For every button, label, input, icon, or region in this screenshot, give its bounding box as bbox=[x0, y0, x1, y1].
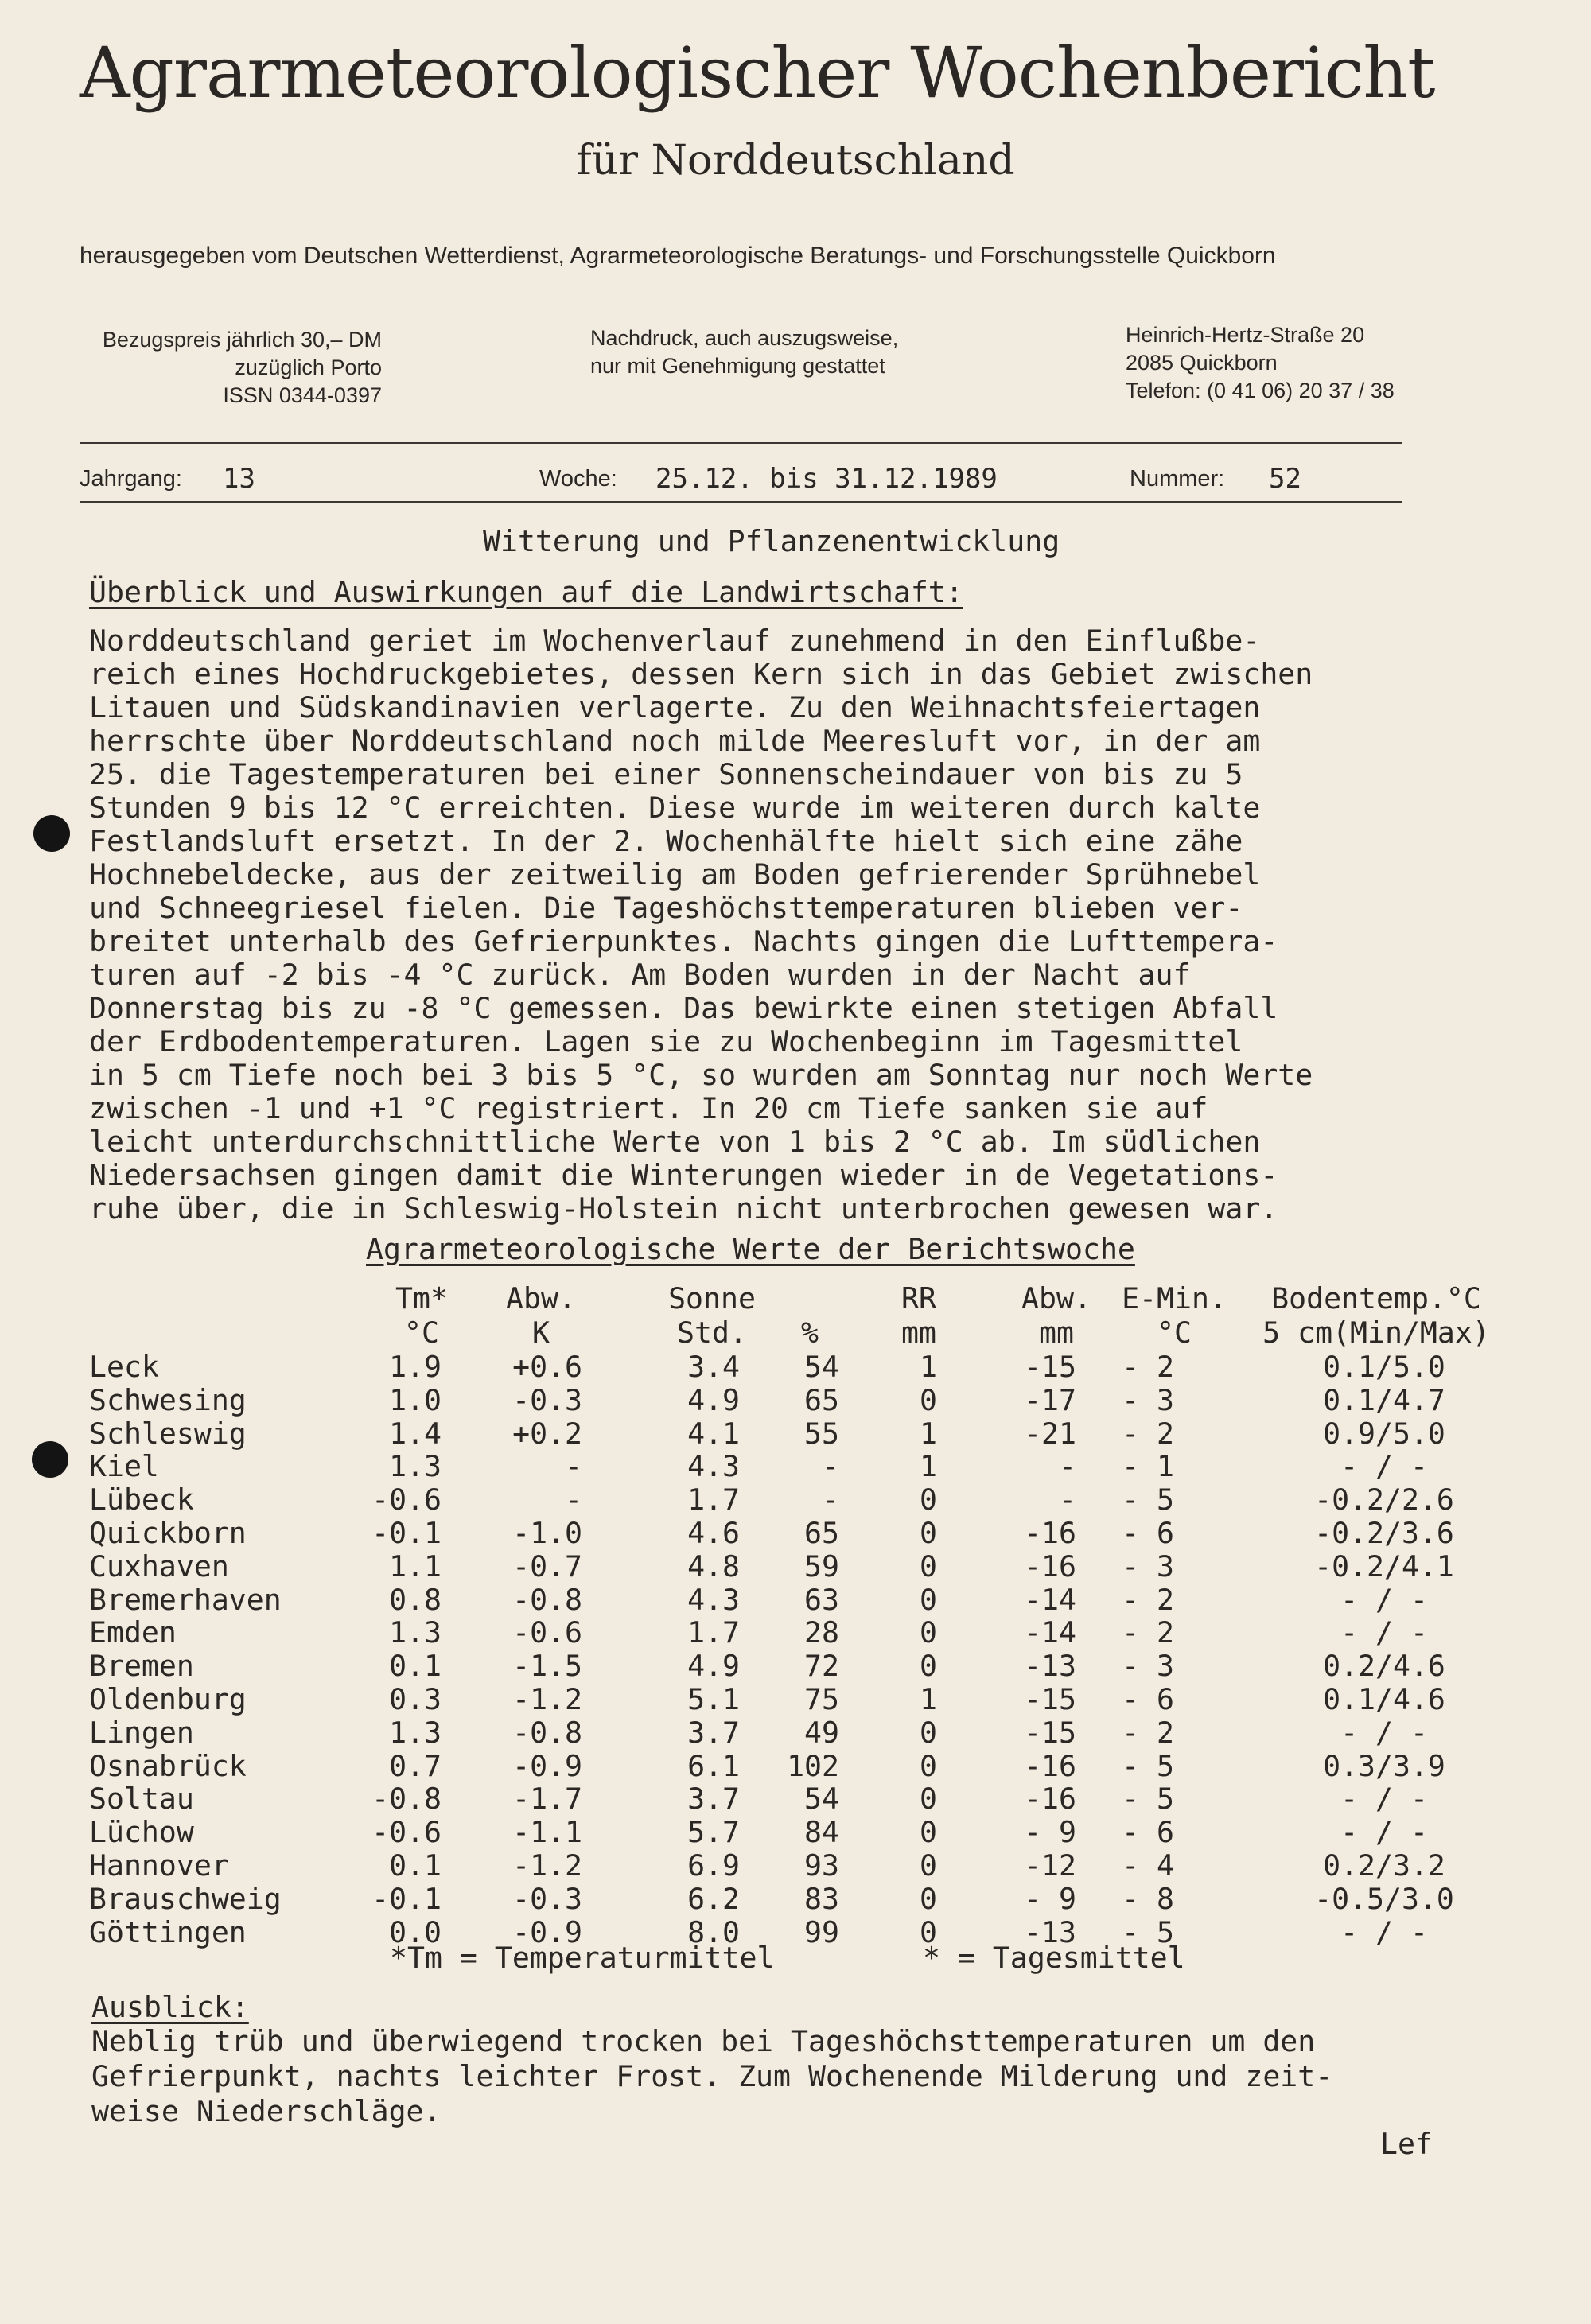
station-name: Göttingen bbox=[89, 1915, 247, 1949]
column-header: RR bbox=[901, 1281, 936, 1316]
table-cell-emin: - 2 bbox=[1122, 1583, 1174, 1617]
table-cell-abw: +0.6 bbox=[512, 1350, 582, 1384]
table-cell-std: 8.0 bbox=[687, 1915, 740, 1949]
masthead-title: Agrarmeteorologischer Wochenbericht bbox=[80, 32, 1435, 114]
author-signature: Lef bbox=[1380, 2127, 1433, 2161]
table-cell-boden: - / - bbox=[1340, 1815, 1428, 1849]
column-unit: °C bbox=[404, 1316, 439, 1350]
reprint-notice: Nachdruck, auch auszugsweise, nur mit Genehmigung gestattet bbox=[590, 326, 899, 378]
table-cell-std: 4.3 bbox=[687, 1583, 740, 1617]
station-name: Bremerhaven bbox=[89, 1583, 282, 1617]
table-cell-rr: 0 bbox=[920, 1782, 937, 1816]
table-cell-boden: - / - bbox=[1340, 1615, 1428, 1650]
station-name: Lübeck bbox=[89, 1483, 194, 1517]
table-cell-emin: - 5 bbox=[1122, 1782, 1174, 1816]
text-line: Donnerstag bis zu -8 °C gemessen. Das bewirkte einen stetigen Abfall bbox=[89, 991, 1278, 1025]
station-name: Soltau bbox=[89, 1782, 194, 1816]
table-cell-pct: 72 bbox=[804, 1649, 839, 1683]
table-cell-emin: - 1 bbox=[1122, 1449, 1174, 1483]
column-unit: 5 cm(Min/Max) bbox=[1262, 1316, 1490, 1350]
column-unit: °C bbox=[1157, 1316, 1192, 1350]
table-cell-rr-abw: -15 bbox=[1024, 1716, 1076, 1750]
table-cell-rr: 1 bbox=[920, 1350, 937, 1384]
station-name: Brauschweig bbox=[89, 1882, 282, 1916]
table-cell-abw: -1.1 bbox=[512, 1815, 582, 1849]
column-header: Abw. bbox=[1021, 1281, 1091, 1316]
table-cell-tm: -0.6 bbox=[371, 1815, 442, 1849]
table-cell-rr-abw: -14 bbox=[1024, 1615, 1076, 1650]
table-cell-boden: 0.1/4.7 bbox=[1323, 1383, 1445, 1417]
table-cell-std: 5.1 bbox=[687, 1682, 740, 1716]
table-cell-rr: 0 bbox=[920, 1516, 937, 1550]
text-line: Litauen und Südskandinavien verlagerte. Zu den Weihnachtsfeiertagen bbox=[89, 690, 1261, 725]
text-line: der Erdbodentemperaturen. Lagen sie zu Wochenbeginn im Tagesmittel bbox=[89, 1024, 1243, 1059]
table-cell-emin: - 2 bbox=[1122, 1350, 1174, 1384]
table-cell-abw: -1.0 bbox=[512, 1516, 582, 1550]
table-cell-emin: - 6 bbox=[1122, 1815, 1174, 1849]
table-cell-tm: -0.8 bbox=[371, 1782, 442, 1816]
table-cell-boden: 0.3/3.9 bbox=[1323, 1749, 1445, 1783]
table-cell-boden: 0.1/4.6 bbox=[1323, 1682, 1445, 1716]
table-cell-abw: - bbox=[565, 1449, 582, 1483]
station-name: Oldenburg bbox=[89, 1682, 247, 1716]
text-line: 25. die Tagestemperaturen bei einer Sonnenscheindauer von bis zu 5 bbox=[89, 757, 1243, 791]
station-name: Osnabrück bbox=[89, 1749, 247, 1783]
masthead-subtitle: für Norddeutschland bbox=[576, 137, 1015, 185]
punch-hole bbox=[32, 1441, 68, 1478]
station-name: Quickborn bbox=[89, 1516, 247, 1550]
table-cell-tm: 0.7 bbox=[389, 1749, 442, 1783]
table-cell-abw: - bbox=[565, 1483, 582, 1517]
column-header: Bodentemp.°C bbox=[1271, 1281, 1481, 1316]
station-name: Kiel bbox=[89, 1449, 159, 1483]
table-cell-boden: 0.1/5.0 bbox=[1323, 1350, 1445, 1384]
table-footnote-tm: *Tm = Temperaturmittel bbox=[390, 1941, 775, 1975]
table-cell-boden: 0.2/4.6 bbox=[1323, 1649, 1445, 1683]
station-name: Schleswig bbox=[89, 1417, 247, 1451]
table-cell-rr-abw: -16 bbox=[1024, 1549, 1076, 1584]
table-cell-abw: -1.2 bbox=[512, 1682, 582, 1716]
column-unit: mm bbox=[901, 1316, 936, 1350]
table-cell-boden: - / - bbox=[1340, 1782, 1428, 1816]
table-cell-rr: 0 bbox=[920, 1383, 937, 1417]
table-cell-rr: 0 bbox=[920, 1583, 937, 1617]
text-line: turen auf -2 bis -4 °C zurück. Am Boden wurden in der Nacht auf bbox=[89, 958, 1191, 992]
column-header: E-Min. bbox=[1122, 1281, 1227, 1316]
table-cell-rr: 0 bbox=[920, 1749, 937, 1783]
table-cell-rr-abw: -16 bbox=[1024, 1782, 1076, 1816]
table-cell-std: 3.4 bbox=[687, 1350, 740, 1384]
table-cell-boden: 0.2/3.2 bbox=[1323, 1848, 1445, 1883]
table-cell-tm: 0.3 bbox=[389, 1682, 442, 1716]
table-cell-tm: 0.8 bbox=[389, 1583, 442, 1617]
outlook-heading: Ausblick: bbox=[91, 1990, 249, 2024]
table-cell-rr: 0 bbox=[920, 1649, 937, 1683]
text-line: herrschte über Norddeutschland noch milde Meeresluft vor, in der am bbox=[89, 724, 1261, 758]
table-cell-tm: 1.0 bbox=[389, 1383, 442, 1417]
text-line: Niedersachsen gingen damit die Winterungen wieder in de Vegetations- bbox=[89, 1158, 1278, 1192]
table-cell-rr-abw: -17 bbox=[1024, 1383, 1076, 1417]
table-cell-tm: -0.1 bbox=[371, 1516, 442, 1550]
table-cell-rr: 0 bbox=[920, 1615, 937, 1650]
overview-heading: Überblick und Auswirkungen auf die Landwirtschaft: bbox=[89, 575, 963, 609]
table-cell-boden: - / - bbox=[1340, 1449, 1428, 1483]
table-cell-emin: - 2 bbox=[1122, 1417, 1174, 1451]
table-cell-emin: - 8 bbox=[1122, 1882, 1174, 1916]
table-cell-pct: 59 bbox=[804, 1549, 839, 1584]
table-cell-rr: 0 bbox=[920, 1882, 937, 1916]
table-cell-std: 1.7 bbox=[687, 1483, 740, 1517]
station-name: Bremen bbox=[89, 1649, 194, 1683]
station-name: Cuxhaven bbox=[89, 1549, 229, 1584]
table-cell-tm: 1.9 bbox=[389, 1350, 442, 1384]
text-line: weise Niederschläge. bbox=[91, 2094, 442, 2128]
table-cell-pct: 93 bbox=[804, 1848, 839, 1883]
station-name: Lingen bbox=[89, 1716, 194, 1750]
table-cell-boden: - / - bbox=[1340, 1583, 1428, 1617]
table-cell-abw: -0.3 bbox=[512, 1882, 582, 1916]
table-cell-rr-abw: -12 bbox=[1024, 1848, 1076, 1883]
jahrgang-value: 13 bbox=[223, 463, 255, 495]
table-cell-pct: 55 bbox=[804, 1417, 839, 1451]
table-cell-boden: -0.2/2.6 bbox=[1314, 1483, 1454, 1517]
text-line: leicht unterdurchschnittliche Werte von 1 bis 2 °C ab. Im südlichen bbox=[89, 1125, 1261, 1159]
text-line: Norddeutschland geriet im Wochenverlauf zunehmend in den Einflußbe- bbox=[89, 624, 1261, 658]
table-cell-rr: 0 bbox=[920, 1716, 937, 1750]
table-cell-rr: 0 bbox=[920, 1815, 937, 1849]
station-name: Lüchow bbox=[89, 1815, 194, 1849]
publisher-line: herausgegeben vom Deutschen Wetterdienst, Agrarmeteorologische Beratungs- und Forschungsstelle Quickborn bbox=[80, 243, 1276, 269]
table-cell-tm: 1.1 bbox=[389, 1549, 442, 1584]
column-unit: % bbox=[801, 1316, 819, 1350]
table-cell-abw: -0.9 bbox=[512, 1749, 582, 1783]
table-cell-tm: 0.0 bbox=[389, 1915, 442, 1949]
table-footnote-mean: * = Tagesmittel bbox=[923, 1941, 1185, 1975]
table-cell-rr: 0 bbox=[920, 1549, 937, 1584]
table-cell-pct: - bbox=[822, 1483, 839, 1517]
table-cell-abw: -0.9 bbox=[512, 1915, 582, 1949]
table-cell-std: 4.9 bbox=[687, 1383, 740, 1417]
table-cell-abw: -1.7 bbox=[512, 1782, 582, 1816]
column-unit: K bbox=[532, 1316, 550, 1350]
text-line: Neblig trüb und überwiegend trocken bei Tageshöchsttemperaturen um den bbox=[91, 2024, 1316, 2058]
table-cell-pct: 75 bbox=[804, 1682, 839, 1716]
table-cell-boden: -0.5/3.0 bbox=[1314, 1882, 1454, 1916]
table-cell-rr-abw: -16 bbox=[1024, 1749, 1076, 1783]
jahrgang-label: Jahrgang: bbox=[80, 466, 182, 492]
column-unit: mm bbox=[1039, 1316, 1074, 1350]
text-line: Gefrierpunkt, nachts leichter Frost. Zum Wochenende Milderung und zeit- bbox=[91, 2059, 1333, 2093]
table-cell-rr-abw: -21 bbox=[1024, 1417, 1076, 1451]
table-cell-pct: - bbox=[822, 1449, 839, 1483]
table-cell-emin: - 5 bbox=[1122, 1483, 1174, 1517]
table-cell-emin: - 5 bbox=[1122, 1749, 1174, 1783]
table-cell-boden: - / - bbox=[1340, 1915, 1428, 1949]
table-cell-std: 3.7 bbox=[687, 1716, 740, 1750]
table-cell-tm: -0.1 bbox=[371, 1882, 442, 1916]
station-name: Leck bbox=[89, 1350, 159, 1384]
table-cell-std: 4.3 bbox=[687, 1449, 740, 1483]
table-cell-abw: -0.3 bbox=[512, 1383, 582, 1417]
table-cell-rr-abw: - bbox=[1059, 1449, 1076, 1483]
table-cell-std: 6.1 bbox=[687, 1749, 740, 1783]
text-line: und Schneegriesel fielen. Die Tageshöchsttemperaturen blieben ver- bbox=[89, 891, 1243, 925]
table-cell-rr-abw: - 9 bbox=[1024, 1815, 1076, 1849]
table-cell-abw: -0.8 bbox=[512, 1583, 582, 1617]
woche-value: 25.12. bis 31.12.1989 bbox=[655, 463, 998, 495]
table-cell-pct: 65 bbox=[804, 1383, 839, 1417]
table-cell-abw: -1.5 bbox=[512, 1649, 582, 1683]
table-cell-boden: - / - bbox=[1340, 1716, 1428, 1750]
table-cell-rr-abw: -15 bbox=[1024, 1350, 1076, 1384]
nummer-label: Nummer: bbox=[1130, 466, 1225, 492]
table-cell-tm: 0.1 bbox=[389, 1649, 442, 1683]
text-line: zwischen -1 und +1 °C registriert. In 20 cm Tiefe sanken sie auf bbox=[89, 1091, 1208, 1125]
outlook-text bbox=[91, 2024, 1332, 2129]
table-cell-pct: 54 bbox=[804, 1350, 839, 1384]
table-cell-emin: - 5 bbox=[1122, 1915, 1174, 1949]
table-cell-boden: -0.2/4.1 bbox=[1314, 1549, 1454, 1584]
table-cell-rr-abw: -13 bbox=[1024, 1915, 1076, 1949]
table-cell-rr-abw: -16 bbox=[1024, 1516, 1076, 1550]
table-cell-pct: 99 bbox=[804, 1915, 839, 1949]
table-cell-std: 4.1 bbox=[687, 1417, 740, 1451]
table-cell-std: 6.9 bbox=[687, 1848, 740, 1883]
text-line: reich eines Hochdruckgebietes, dessen Kern sich in das Gebiet zwischen bbox=[89, 657, 1313, 691]
table-cell-emin: - 2 bbox=[1122, 1615, 1174, 1650]
table-cell-rr-abw: -14 bbox=[1024, 1583, 1076, 1617]
table-cell-rr: 1 bbox=[920, 1417, 937, 1451]
table-cell-boden: -0.2/3.6 bbox=[1314, 1516, 1454, 1550]
table-title: Agrarmeteorologische Werte der Berichtswoche bbox=[366, 1232, 1135, 1266]
text-line: Stunden 9 bis 12 °C erreichten. Diese wurde im weiteren durch kalte bbox=[89, 791, 1261, 825]
table-cell-abw: -0.8 bbox=[512, 1716, 582, 1750]
publisher-address: Heinrich-Hertz-Straße 20 2085 Quickborn Telefon: (0 41 06) 20 37 / 38 bbox=[1126, 323, 1395, 402]
text-line: Hochnebeldecke, aus der zeitweilig am Boden gefrierender Sprühnebel bbox=[89, 857, 1261, 892]
table-cell-rr-abw: - bbox=[1059, 1483, 1076, 1517]
column-unit: Std. bbox=[677, 1316, 747, 1350]
table-cell-rr-abw: -13 bbox=[1024, 1649, 1076, 1683]
table-cell-emin: - 2 bbox=[1122, 1716, 1174, 1750]
table-cell-std: 4.8 bbox=[687, 1549, 740, 1584]
table-cell-pct: 65 bbox=[804, 1516, 839, 1550]
table-cell-emin: - 3 bbox=[1122, 1649, 1174, 1683]
table-cell-emin: - 4 bbox=[1122, 1848, 1174, 1883]
table-cell-pct: 83 bbox=[804, 1882, 839, 1916]
subscription-price: Bezugspreis jährlich 30,– DM zuzüglich Porto ISSN 0344-0397 bbox=[102, 328, 382, 407]
table-cell-std: 4.9 bbox=[687, 1649, 740, 1683]
table-cell-rr: 0 bbox=[920, 1848, 937, 1883]
table-cell-tm: 1.3 bbox=[389, 1716, 442, 1750]
table-cell-boden: 0.9/5.0 bbox=[1323, 1417, 1445, 1451]
column-header: Abw. bbox=[506, 1281, 576, 1316]
punch-hole bbox=[33, 815, 70, 852]
station-name: Emden bbox=[89, 1615, 177, 1650]
table-cell-abw: +0.2 bbox=[512, 1417, 582, 1451]
nummer-value: 52 bbox=[1269, 463, 1301, 495]
table-cell-pct: 28 bbox=[804, 1615, 839, 1650]
table-cell-tm: 1.4 bbox=[389, 1417, 442, 1451]
table-cell-tm: 1.3 bbox=[389, 1449, 442, 1483]
table-cell-emin: - 6 bbox=[1122, 1516, 1174, 1550]
table-cell-std: 1.7 bbox=[687, 1615, 740, 1650]
table-cell-rr: 1 bbox=[920, 1449, 937, 1483]
table-cell-std: 3.7 bbox=[687, 1782, 740, 1816]
section-title: Witterung und Pflanzenentwicklung bbox=[483, 524, 1060, 558]
text-line: ruhe über, die in Schleswig-Holstein nicht unterbrochen gewesen war. bbox=[89, 1191, 1278, 1226]
table-cell-pct: 63 bbox=[804, 1583, 839, 1617]
table-cell-rr-abw: -15 bbox=[1024, 1682, 1076, 1716]
table-cell-abw: -1.2 bbox=[512, 1848, 582, 1883]
table-cell-rr: 0 bbox=[920, 1915, 937, 1949]
table-cell-abw: -0.6 bbox=[512, 1615, 582, 1650]
table-cell-std: 4.6 bbox=[687, 1516, 740, 1550]
table-cell-tm: 0.1 bbox=[389, 1848, 442, 1883]
station-name: Hannover bbox=[89, 1848, 229, 1883]
woche-label: Woche: bbox=[539, 466, 617, 492]
table-cell-tm: 1.3 bbox=[389, 1615, 442, 1650]
table-cell-pct: 102 bbox=[787, 1749, 839, 1783]
table-cell-emin: - 3 bbox=[1122, 1383, 1174, 1417]
station-name: Schwesing bbox=[89, 1383, 247, 1417]
table-cell-std: 5.7 bbox=[687, 1815, 740, 1849]
table-cell-tm: -0.6 bbox=[371, 1483, 442, 1517]
table-cell-rr: 1 bbox=[920, 1682, 937, 1716]
table-cell-emin: - 3 bbox=[1122, 1549, 1174, 1584]
text-line: Festlandsluft ersetzt. In der 2. Wochenhälfte hielt sich eine zähe bbox=[89, 824, 1243, 858]
text-line: breitet unterhalb des Gefrierpunktes. Nachts gingen die Lufttempera- bbox=[89, 924, 1278, 958]
table-cell-abw: -0.7 bbox=[512, 1549, 582, 1584]
table-cell-rr: 0 bbox=[920, 1483, 937, 1517]
table-cell-pct: 54 bbox=[804, 1782, 839, 1816]
column-header: Sonne bbox=[668, 1281, 756, 1316]
table-cell-pct: 84 bbox=[804, 1815, 839, 1849]
text-line: in 5 cm Tiefe noch bei 3 bis 5 °C, so wurden am Sonntag nur noch Werte bbox=[89, 1058, 1313, 1092]
table-cell-rr-abw: - 9 bbox=[1024, 1882, 1076, 1916]
table-cell-emin: - 6 bbox=[1122, 1682, 1174, 1716]
column-header: Tm* bbox=[395, 1281, 448, 1316]
table-cell-std: 6.2 bbox=[687, 1882, 740, 1916]
table-cell-pct: 49 bbox=[804, 1716, 839, 1750]
